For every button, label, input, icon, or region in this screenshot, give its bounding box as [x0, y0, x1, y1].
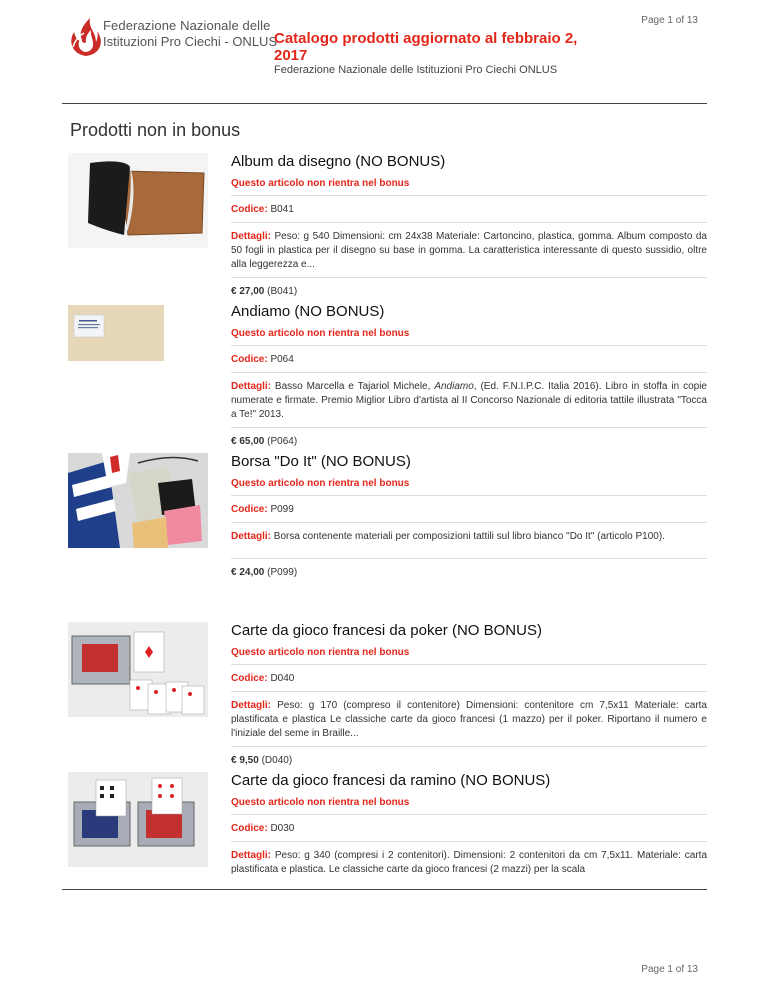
divider [231, 664, 707, 665]
details-value-italic: Andiamo [434, 381, 474, 392]
logo-wordmark [103, 18, 277, 50]
logo-line-2: Istituzioni Pro Ciechi - ONLUS [103, 34, 278, 49]
price-code: (P099) [267, 567, 298, 578]
product-price [231, 566, 707, 580]
details-label: Dettagli: [231, 231, 271, 242]
price-code: (B041) [267, 286, 298, 297]
product-content [231, 303, 707, 449]
flame-logo-icon [66, 16, 106, 60]
price-value: € 24,00 [231, 567, 265, 578]
code-value: B041 [270, 204, 294, 215]
details-value: Borsa contenente materiali per composizioni tattili sul libro bianco "Do It" (articolo P100). [273, 531, 665, 542]
divider [231, 522, 707, 523]
product-image-borsa [68, 453, 208, 548]
divider [231, 558, 707, 559]
product-details [231, 849, 707, 877]
bonus-note: Questo articolo non rientra nel bonus [231, 178, 410, 189]
divider [231, 222, 707, 223]
code-value: D030 [270, 823, 295, 834]
product-title[interactable]: Carte da gioco francesi da ramino (NO BONUS) [231, 772, 551, 789]
product-code [231, 503, 707, 517]
bonus-note: Questo articolo non rientra nel bonus [231, 797, 410, 808]
divider [231, 195, 707, 196]
product-title[interactable]: Borsa "Do It" (NO BONUS) [231, 453, 411, 470]
page-indicator-top: Page 1 of 13 [641, 15, 698, 26]
details-value: Peso: g 340 (compresi i 2 contenitori). Dimensioni: 2 contenitori da cm 7,5x11. Materiale: carta plastificata e plastica. Le classiche carte da gioco francesi (2 mazzi) per la scala [231, 850, 708, 875]
product-details [231, 699, 707, 741]
product-code [231, 353, 707, 367]
details-value: Peso: g 540 Dimensioni: cm 24x38 Materiale: Cartoncino, plastica, gomma. Album composto da 50 fogli in plastica per il disegno su base in gomma. La caratteristica interessante di questo sussidio, oltre alla leggerezza e... [231, 231, 707, 270]
code-value: D040 [270, 673, 295, 684]
details-label: Dettagli: [231, 700, 271, 711]
product-details [231, 230, 707, 272]
product-image-album [68, 153, 208, 248]
bonus-note: Questo articolo non rientra nel bonus [231, 328, 410, 339]
product-price [231, 754, 707, 768]
divider [231, 746, 707, 747]
divider [231, 277, 707, 278]
divider [231, 372, 707, 373]
document-subtitle: Federazione Nazionale delle Istituzioni Pro Ciechi ONLUS [274, 64, 558, 76]
footer-divider [62, 889, 707, 890]
code-value: P099 [270, 504, 294, 515]
divider [231, 841, 707, 842]
product-details [231, 530, 707, 544]
divider [231, 691, 707, 692]
product-image-ramino-cards [68, 772, 208, 867]
header-divider [62, 103, 707, 104]
product-title[interactable]: Carte da gioco francesi da poker (NO BONUS) [231, 622, 542, 639]
code-label: Codice: [231, 354, 268, 365]
details-value: Peso: g 170 (compreso il contenitore) Dimensioni: contenitore cm 7,5x11 Materiale: carta plastificata e plastica Le classiche carte da gioco francesi (1 mazzo) per il poker. Riportano il numero e l'iniziale del seme in Braille... [231, 700, 707, 739]
product-content [231, 772, 707, 877]
product-image-andiamo [68, 303, 208, 398]
product-title[interactable]: Andiamo (NO BONUS) [231, 303, 385, 320]
product-code [231, 822, 707, 836]
product-title[interactable]: Album da disegno (NO BONUS) [231, 153, 446, 170]
bonus-note: Questo articolo non rientra nel bonus [231, 647, 410, 658]
code-value: P064 [270, 354, 294, 365]
code-label: Codice: [231, 823, 268, 834]
product-content [231, 153, 707, 299]
code-label: Codice: [231, 204, 268, 215]
details-label: Dettagli: [231, 850, 271, 861]
product-price [231, 435, 707, 449]
code-label: Codice: [231, 673, 268, 684]
code-label: Codice: [231, 504, 268, 515]
details-label: Dettagli: [231, 531, 271, 542]
price-value: € 65,00 [231, 436, 265, 447]
page-indicator-bottom: Page 1 of 13 [641, 964, 698, 975]
divider [231, 814, 707, 815]
details-value-post: , (Ed. F.N.I.P.C. Italia 2016). Libro in stoffa in copie numerate e firmate. Premio Miglior Libro d'artista al II Concorso Nazionale di editoria tattile illustrata "Tocca a Te!" 2013. [231, 381, 707, 420]
section-title: Prodotti non in bonus [70, 120, 241, 140]
product-price [231, 285, 707, 299]
product-details [231, 380, 707, 422]
price-value: € 9,50 [231, 755, 259, 766]
product-content [231, 622, 707, 768]
details-label: Dettagli: [231, 381, 271, 392]
logo-line-1: Federazione Nazionale delle [103, 18, 271, 33]
divider [231, 345, 707, 346]
divider [231, 495, 707, 496]
details-value-pre: Basso Marcella e Tajariol Michele, [274, 381, 435, 392]
price-code: (P064) [267, 436, 298, 447]
divider [231, 427, 707, 428]
product-code [231, 672, 707, 686]
product-content [231, 453, 707, 580]
price-value: € 27,00 [231, 286, 265, 297]
document-title: Catalogo prodotti aggiornato al febbraio 2, 2017 [274, 30, 578, 64]
price-code: (D040) [261, 755, 293, 766]
product-image-poker-cards [68, 622, 208, 717]
bonus-note: Questo articolo non rientra nel bonus [231, 478, 410, 489]
product-code [231, 203, 707, 217]
